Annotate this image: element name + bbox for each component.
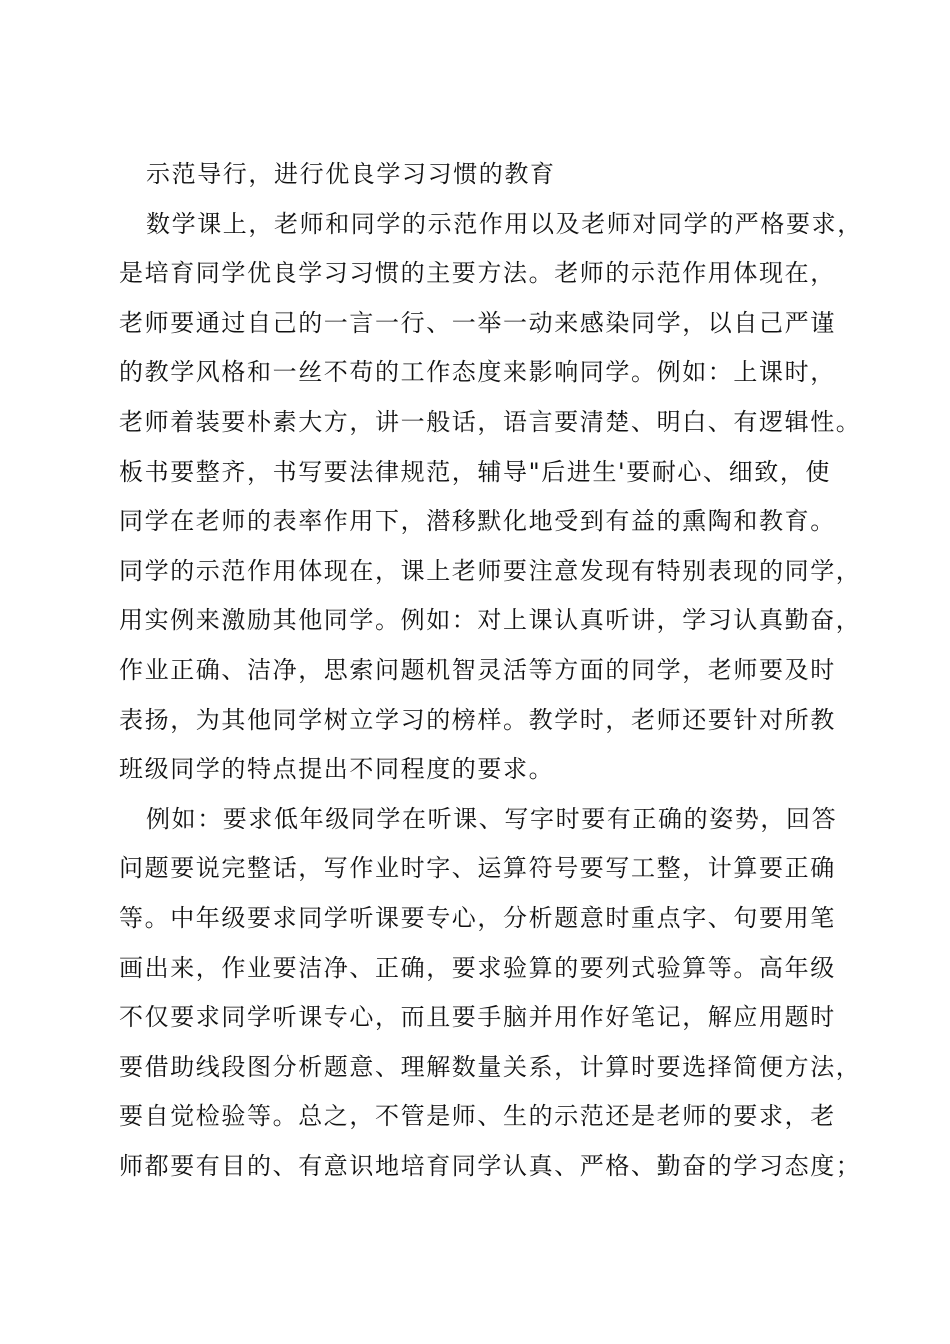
paragraph-line: 老师着装要朴素大方，讲一般话，语言要清楚、明白、有逻辑性。 bbox=[119, 407, 862, 436]
paragraph-line: 同学的示范作用体现在，课上老师要注意发现有特别表现的同学， bbox=[119, 556, 862, 585]
paragraph-line: 用实例来激励其他同学。例如：对上课认真听讲，学习认真勤奋， bbox=[119, 606, 862, 635]
paragraph-line: 同学在老师的表率作用下，潜移默化地受到有益的熏陶和教育。 bbox=[119, 507, 836, 536]
paragraph-line: 是培育同学优良学习习惯的主要方法。老师的示范作用体现在， bbox=[119, 259, 836, 288]
paragraph-line: 等。中年级要求同学听课要专心，分析题意时重点字、句要用笔 bbox=[119, 903, 836, 932]
paragraph-line: 板书要整齐，书写要法律规范，辅导"后进生'要耐心、细致，使 bbox=[119, 457, 832, 486]
paragraph-line: 要借助线段图分析题意、理解数量关系，计算时要选择简便方法， bbox=[119, 1052, 862, 1081]
body-text bbox=[119, 150, 864, 1191]
paragraph-line: 师都要有目的、有意识地培育同学认真、严格、勤奋的学习态度； bbox=[119, 1151, 862, 1180]
paragraph-line: 表扬，为其他同学树立学习的榜样。教学时，老师还要针对所教 bbox=[119, 705, 836, 734]
paragraph-line: 问题要说完整话，写作业时字、运算符号要写工整，计算要正确 bbox=[119, 854, 836, 883]
paragraph-line: 老师要通过自己的一言一行、一举一动来感染同学，以自己严谨 bbox=[119, 308, 836, 337]
paragraph-line: 例如：要求低年级同学在听课、写字时要有正确的姿势，回答 bbox=[146, 804, 838, 833]
section-heading: 示范导行，进行优良学习习惯的教育 bbox=[146, 160, 556, 188]
paragraph-line: 作业正确、洁净，思索问题机智灵活等方面的同学，老师要及时 bbox=[119, 655, 836, 684]
paragraph-line: 要自觉检验等。总之，不管是师、生的示范还是老师的要求，老 bbox=[119, 1102, 836, 1131]
paragraph-line: 画出来，作业要洁净、正确，要求验算的要列式验算等。高年级 bbox=[119, 953, 836, 982]
paragraph-line: 班级同学的特点提出不同程度的要求。 bbox=[119, 755, 555, 784]
paragraph-line: 不仅要求同学听课专心，而且要手脑并用作好笔记，解应用题时 bbox=[119, 1003, 836, 1032]
paragraph-line: 的教学风格和一丝不苟的工作态度来影响同学。例如：上课时， bbox=[119, 358, 836, 387]
paragraph-line: 数学课上，老师和同学的示范作用以及老师对同学的严格要求， bbox=[146, 209, 863, 238]
